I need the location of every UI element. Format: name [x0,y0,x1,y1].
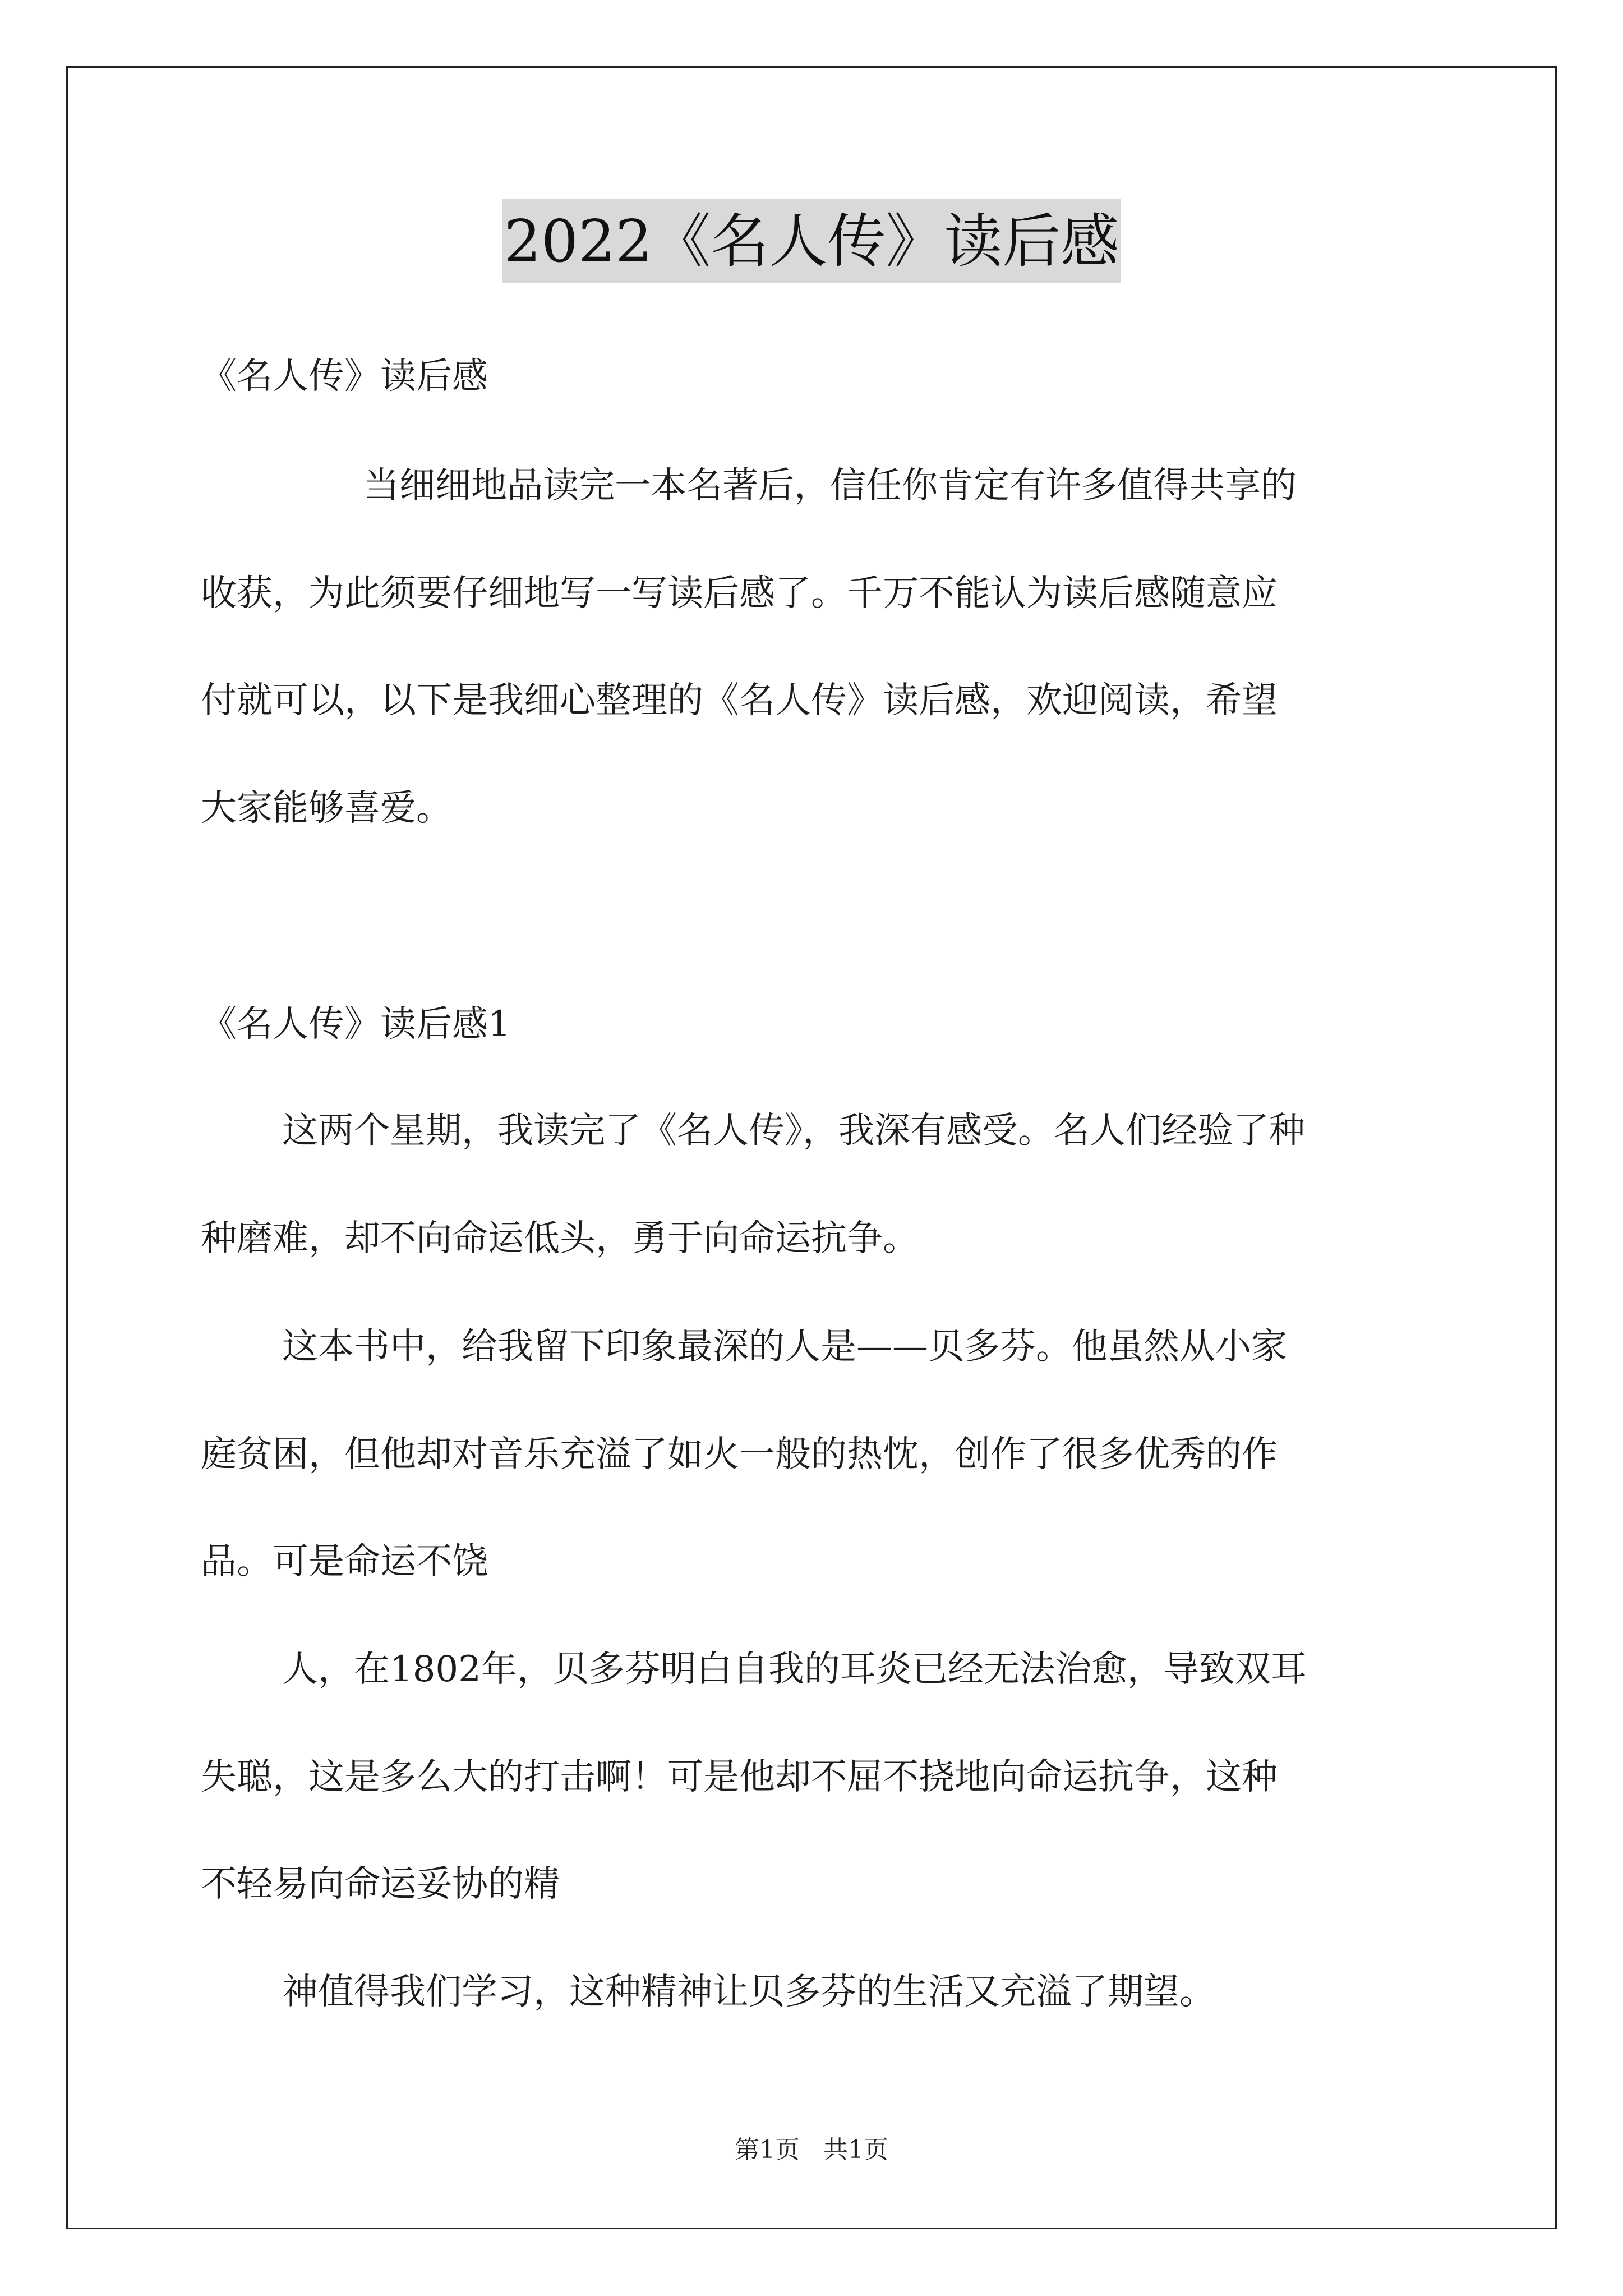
page-footer: 第1页 共1页 [735,2136,888,2164]
body-line: 种磨难，却不向命运低头，勇于向命运抗争。 [201,1218,919,1259]
section-heading: 《名人传》读后感1 [201,1004,511,1045]
body-line: 人，在1802年，贝多芬明白自我的耳炎已经无法治愈，导致双耳 [282,1649,1307,1690]
intro-line: 收获，为此须要仔细地写一写读后感了。千万不能认为读后感随意应 [201,573,1278,614]
document-title: 2022《名人传》读后感 [502,199,1122,283]
body-line: 品。可是命运不饶 [201,1541,488,1582]
body-line: 庭贫困，但他却对音乐充溢了如火一般的热忱，创作了很多优秀的作 [201,1434,1278,1475]
body-line: 神值得我们学习，这种精神让贝多芬的生活又充溢了期望。 [282,1971,1215,2013]
body-line: 失聪，这是多么大的打击啊！可是他却不屈不挠地向命运抗争，这种 [201,1756,1278,1798]
title-container [0,199,1623,283]
intro-line: 大家能够喜爱。 [201,788,452,829]
body-line: 这两个星期，我读完了《名人传》，我深有感受。名人们经验了种 [282,1110,1305,1152]
intro-line: 当细细地品读完一本名著后，信任你肯定有许多值得共享的 [363,465,1297,507]
subtitle: 《名人传》读后感 [201,356,488,397]
body-line: 这本书中，给我留下印象最深的人是——贝多芬。他虽然从小家 [282,1326,1287,1368]
intro-line: 付就可以，以下是我细心整理的《名人传》读后感，欢迎阅读，希望 [201,680,1278,721]
body-line: 不轻易向命运妥协的精 [201,1864,560,1905]
